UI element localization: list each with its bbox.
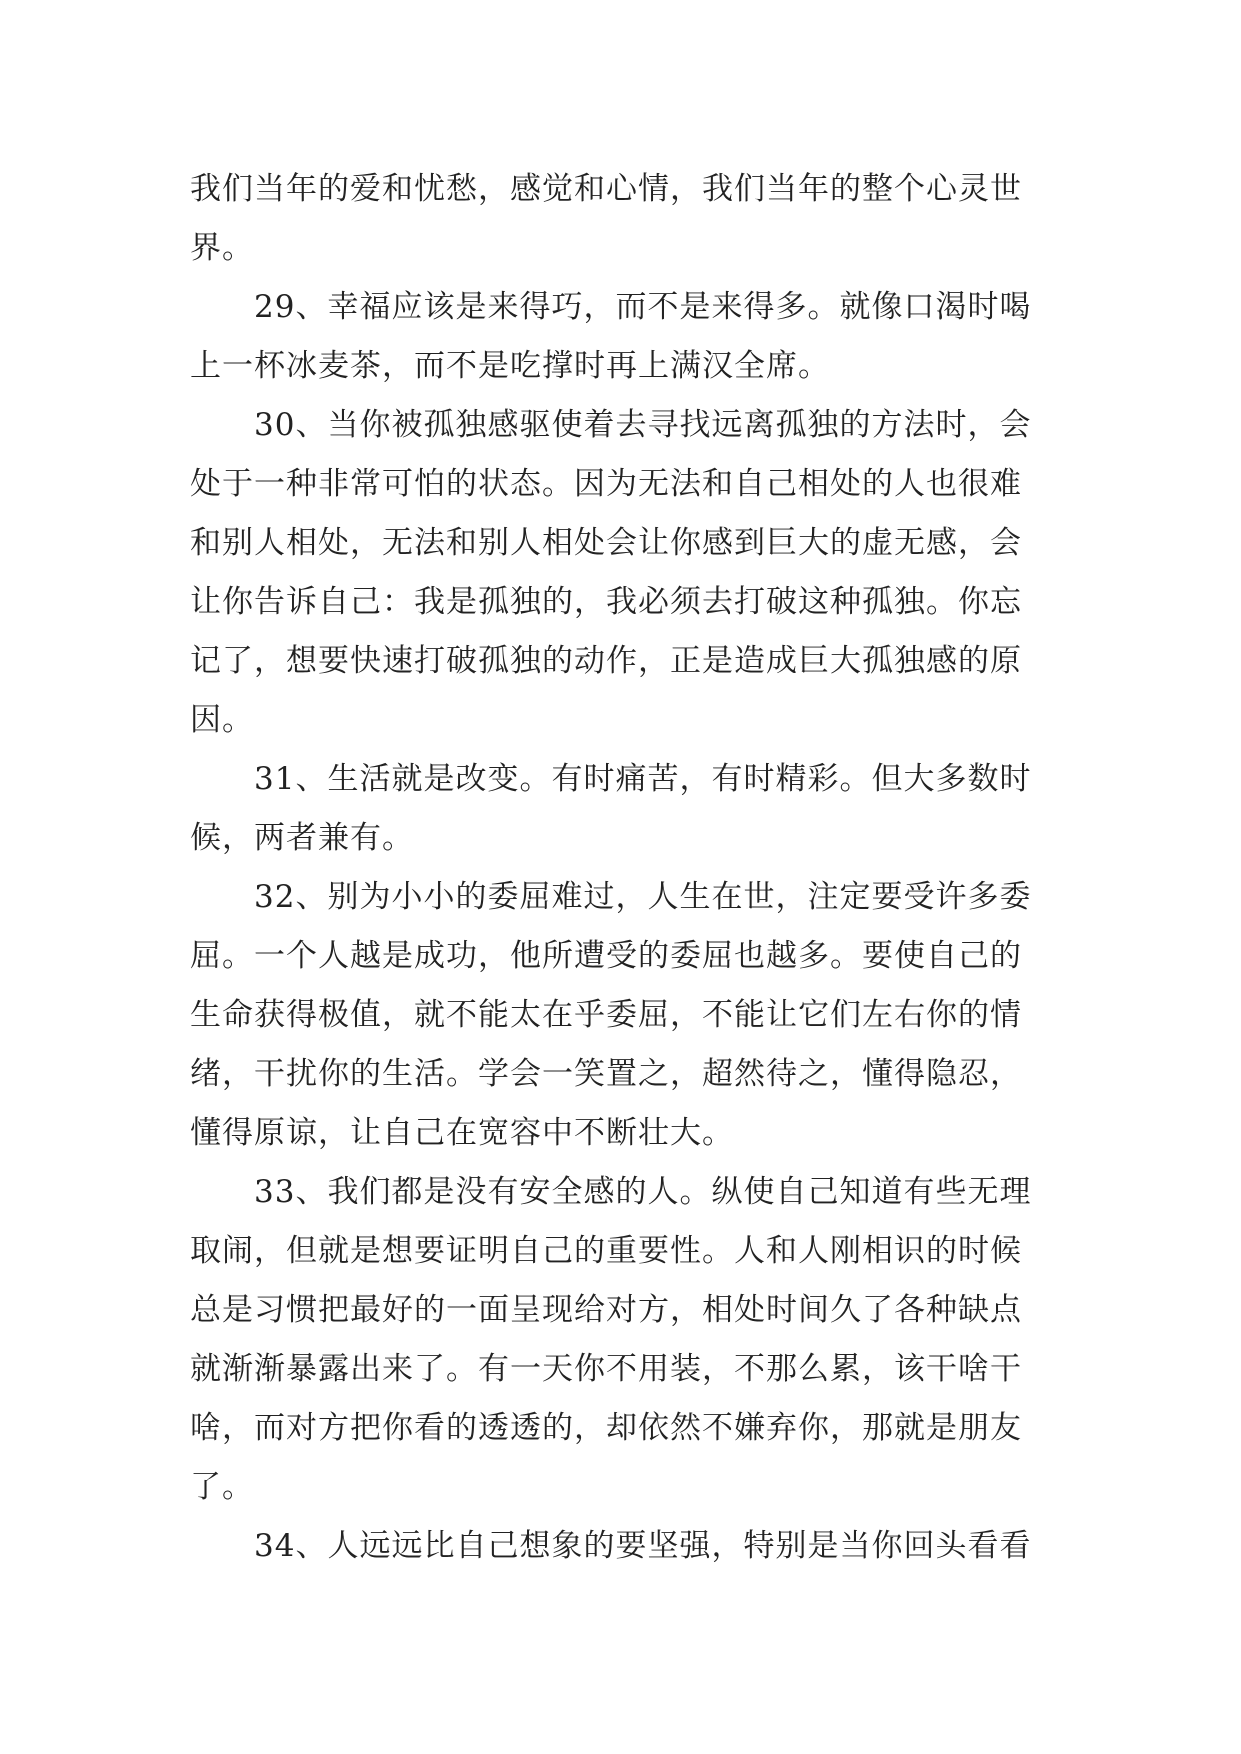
text-line: 取闹，但就是想要证明自己的重要性。人和人刚相识的时候 [190, 1233, 1022, 1269]
text-line: 34、人远远比自己想象的要坚强，特别是当你回头看看 [254, 1528, 1032, 1564]
text-line: 33、我们都是没有安全感的人。纵使自己知道有些无理 [254, 1174, 1032, 1210]
text-line: 屈。一个人越是成功，他所遭受的委屈也越多。要使自己的 [190, 938, 1022, 974]
text-line: 界。 [190, 230, 254, 266]
document-body [190, 160, 1050, 1576]
text-line: 31、生活就是改变。有时痛苦，有时精彩。但大多数时 [254, 761, 1032, 797]
text-line: 29、幸福应该是来得巧，而不是来得多。就像口渴时喝 [254, 289, 1032, 325]
text-line: 记了，想要快速打破孤独的动作，正是造成巨大孤独感的原 [190, 643, 1022, 679]
text-line: 因。 [190, 702, 254, 738]
text-line: 绪，干扰你的生活。学会一笑置之，超然待之，懂得隐忍， [190, 1056, 1022, 1092]
text-line: 总是习惯把最好的一面呈现给对方，相处时间久了各种缺点 [190, 1292, 1022, 1328]
text-line: 啥，而对方把你看的透透的，却依然不嫌弃你，那就是朋友 [190, 1410, 1022, 1446]
text-line: 候，两者兼有。 [190, 820, 414, 856]
text-line: 处于一种非常可怕的状态。因为无法和自己相处的人也很难 [190, 466, 1022, 502]
text-line: 30、当你被孤独感驱使着去寻找远离孤独的方法时，会 [254, 407, 1032, 443]
text-line: 我们当年的爱和忧愁，感觉和心情，我们当年的整个心灵世 [190, 171, 1022, 207]
text-line: 就渐渐暴露出来了。有一天你不用装，不那么累，该干啥干 [190, 1351, 1022, 1387]
text-line: 让你告诉自己：我是孤独的，我必须去打破这种孤独。你忘 [190, 584, 1022, 620]
text-line: 上一杯冰麦茶，而不是吃撑时再上满汉全席。 [190, 348, 830, 384]
text-line: 32、别为小小的委屈难过，人生在世，注定要受许多委 [254, 879, 1032, 915]
text-line: 懂得原谅，让自己在宽容中不断壮大。 [190, 1115, 734, 1151]
text-line: 生命获得极值，就不能太在乎委屈，不能让它们左右你的情 [190, 997, 1022, 1033]
text-line: 和别人相处，无法和别人相处会让你感到巨大的虚无感，会 [190, 525, 1022, 561]
text-line: 了。 [190, 1469, 254, 1505]
